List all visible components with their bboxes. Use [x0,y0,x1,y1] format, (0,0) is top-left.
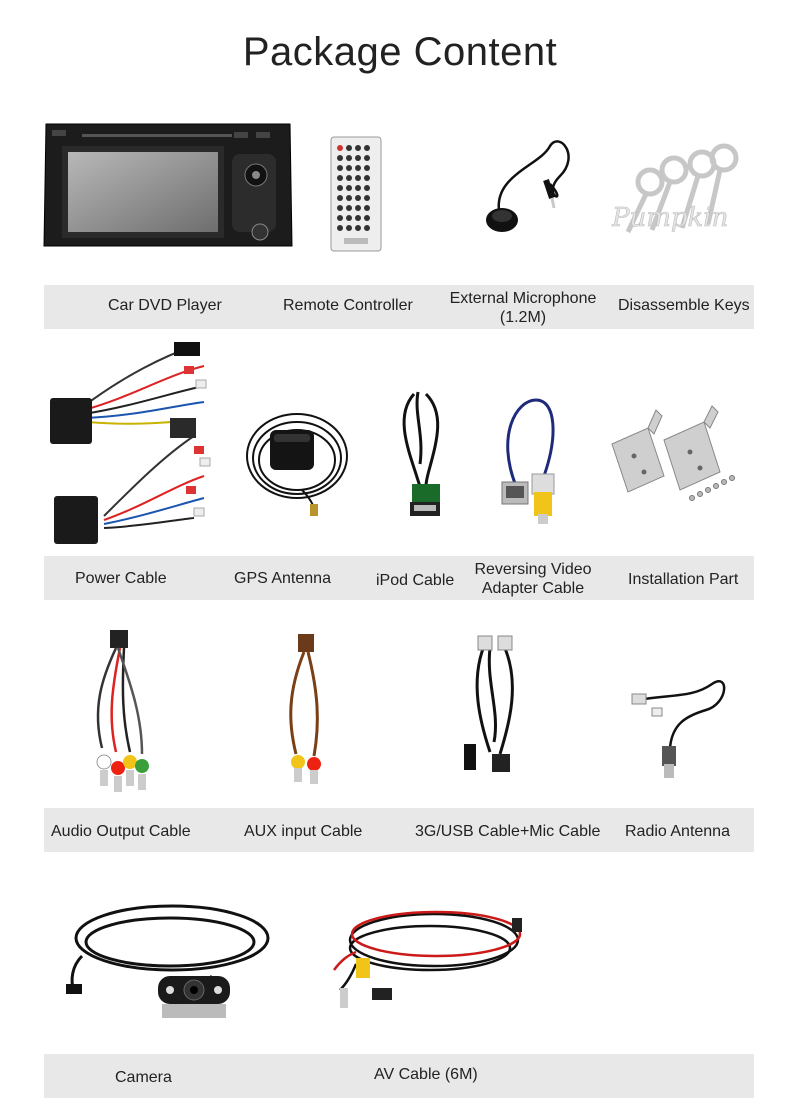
aux-cable-image [278,632,334,784]
car-dvd-player-image [42,120,294,250]
page-title: Package Content [242,30,558,74]
label-reversing-line1: Reversing Video [474,561,592,578]
label-car-dvd-player: Car DVD Player [108,297,222,314]
label-disassemble-keys: Disassemble Keys [618,297,750,314]
gps-antenna-image [242,400,352,516]
label-reversing-line2: Adapter Cable [481,580,585,597]
usb-cable-image [460,632,530,782]
installation-part-image [604,406,744,510]
label-installation-part: Installation Part [628,571,739,588]
ipod-cable-image [396,384,452,520]
microphone-image [480,136,590,240]
label-av-cable: AV Cable (6M) [374,1066,478,1083]
label-external-microphone-line1: External Microphone [449,290,597,307]
label-remote-controller: Remote Controller [283,297,413,314]
label-external-microphone [449,289,597,327]
remote-controller-image [330,136,382,252]
label-external-microphone-line2: (1.2M) [499,309,547,326]
camera-image [62,896,274,1028]
label-usb-mic-cable: 3G/USB Cable+Mic Cable [415,823,601,840]
watermark-text: Pumpkin [612,203,729,233]
reversing-adapter-image [496,396,572,526]
label-gps-antenna: GPS Antenna [234,570,331,587]
label-ipod-cable: iPod Cable [376,572,455,589]
disassemble-keys-image [608,146,758,246]
label-camera: Camera [115,1069,172,1086]
label-aux-input-cable: AUX input Cable [244,823,363,840]
power-cable-image [44,336,214,552]
av-cable-image [316,904,524,1022]
label-radio-antenna: Radio Antenna [625,823,730,840]
label-audio-output-cable: Audio Output Cable [51,823,191,840]
audio-output-cable-image [72,628,152,794]
label-reversing-video-adapter [463,560,603,598]
radio-antenna-image [632,664,736,780]
label-power-cable: Power Cable [75,570,167,587]
